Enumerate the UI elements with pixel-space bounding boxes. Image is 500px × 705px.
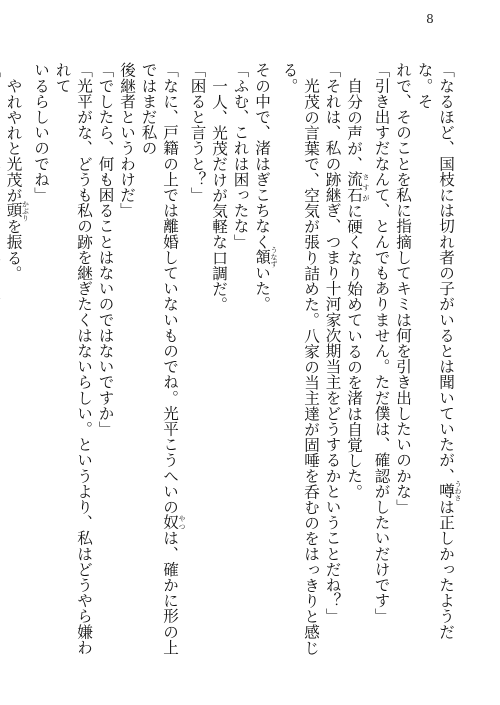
text-line-5: 「それは、私の跡継ぎ、つまり十河家次期当主をどうするかということだね？」 bbox=[323, 62, 342, 624]
text-line-10: 「困ると言うと？」 bbox=[188, 62, 207, 203]
vertical-text-body bbox=[4, 62, 462, 662]
furigana-ruby: 頷 うなず bbox=[253, 246, 278, 268]
text-line-15: いるらしいのでね」 bbox=[32, 62, 50, 203]
text-line-3: 「引き出すだなんて、とんでもありません。ただ僕は、確認がしたいだけです」 bbox=[372, 62, 391, 624]
furigana-ruby: 奴 やつ bbox=[161, 514, 186, 531]
text-line-9: 一人、光茂だけが気軽な口調だ。 bbox=[210, 77, 228, 312]
text-line-2: れで、そのことを私に指摘してキミは何を引き出したいのかな」 bbox=[394, 62, 412, 515]
text-line-14: 「光平がな、どうも私の跡を継ぎたくはないらしい。というより、私はどうやら嫌われて bbox=[53, 62, 93, 655]
text-line-16: やれやれと光茂が頭 かぶりを振る。 bbox=[4, 77, 30, 281]
text-line-13: 「でしたら、何も困ることはないのではないですか」 bbox=[96, 62, 115, 437]
text-line-6: 光茂の言葉で、空気が張り詰めた。八家の当主達が固唾を呑むのをはっきりと感じる。 bbox=[280, 62, 320, 655]
text-line-4: 自分の声が、流石 さすがに硬くなり始めているのを渚は自覚した。 bbox=[345, 77, 370, 499]
text-line-1: 「なるほど、国枝には切れ者の子がいるとは聞いていたが、噂 うわさは正しかったようだな。そ bbox=[415, 62, 462, 640]
text-line-12: 後継者というわけだ」 bbox=[118, 62, 136, 218]
text-line-8: 「ふむ、これは困ったな」 bbox=[231, 62, 250, 250]
furigana-ruby: 流石 さすが bbox=[345, 171, 370, 203]
furigana-ruby: 頭 かぶり bbox=[4, 199, 30, 221]
text-line-17 bbox=[0, 62, 2, 662]
text-line-11: 「なに、戸籍の上では離婚していないものでね。光平こうへいの奴 やつは、確かに形の上ではまだ私の bbox=[139, 62, 186, 655]
text-line-7: その中で、渚はぎこちなく頷 うなずいた。 bbox=[253, 62, 278, 312]
furigana-ruby: 噂 うわさ bbox=[437, 480, 462, 502]
page-number: 8 bbox=[426, 12, 434, 26]
